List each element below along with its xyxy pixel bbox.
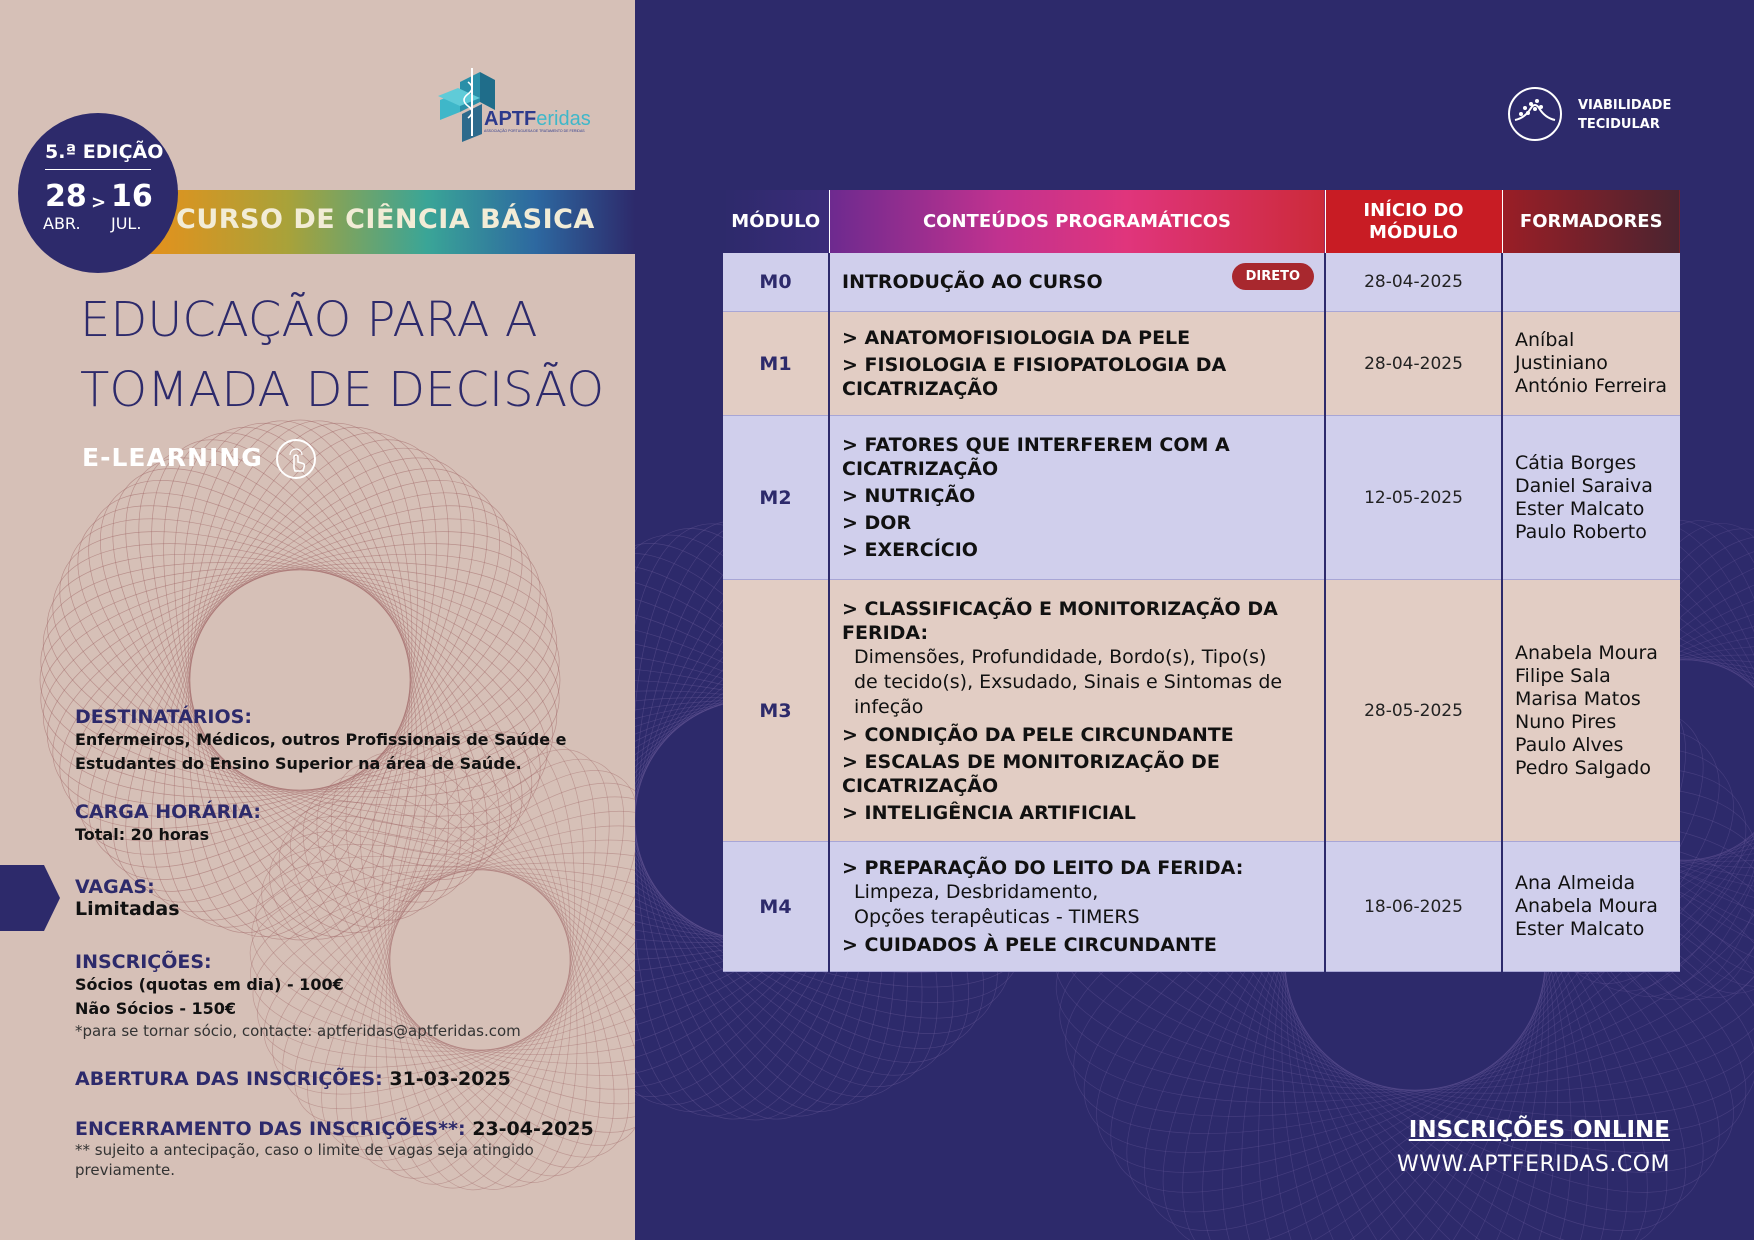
viability-line1: VIABILIDADE (1578, 98, 1672, 113)
trainer-name: Paulo Alves (1515, 733, 1624, 756)
registration-label: INSCRIÇÕES: (75, 951, 212, 973)
module-start-date: 18-06-2025 (1325, 842, 1502, 972)
content-item-title: > ESCALAS DE MONITORIZAÇÃO DE (842, 750, 1220, 773)
trainer-name: Ana Almeida (1515, 872, 1636, 894)
closing-date: 23-04-2025 (472, 1118, 594, 1140)
content-item (842, 801, 1314, 825)
start-day: 28 (45, 179, 87, 214)
opening-section (75, 1068, 511, 1090)
module-trainers (1502, 312, 1680, 416)
online-registration-link[interactable]: INSCRIÇÕES ONLINE (1408, 1117, 1670, 1143)
badge-divider (45, 169, 151, 170)
places-value: Limitadas (75, 898, 180, 920)
start-month: ABR. (43, 214, 81, 233)
module-start-date: 28-04-2025 (1325, 312, 1502, 416)
header-contents: CONTEÚDOS PROGRAMÁTICOS (829, 190, 1325, 253)
course-band-title: CURSO DE CIÊNCIA BÁSICA (176, 204, 595, 235)
trainer-name: Cátia Borges (1515, 451, 1637, 474)
content-item-title: > EXERCÍCIO (842, 539, 978, 561)
table-row (723, 416, 1680, 580)
header-start-line2: MÓDULO (1369, 221, 1458, 243)
touch-icon (275, 438, 317, 480)
price-members: Sócios (quotas em dia) - 100€ (75, 975, 344, 994)
edition-label: 5.ª EDIÇÃO (45, 141, 164, 163)
trainer-name: Justiniano (1515, 352, 1608, 374)
trainer-name: Nuno Pires (1515, 710, 1617, 733)
module-trainers (1502, 416, 1680, 580)
module-trainers (1502, 580, 1680, 842)
table-row (723, 842, 1680, 972)
tissue-viability-label (1578, 96, 1671, 134)
content-item: INTRODUÇÃO AO CURSO (842, 271, 1103, 293)
date-arrow: > (91, 192, 107, 213)
content-item (842, 933, 1314, 957)
arrow-tab-decoration (0, 865, 60, 931)
table-header-row (723, 190, 1680, 253)
module-code: M2 (723, 416, 829, 580)
content-item-detail: Limpeza, Desbridamento, (854, 881, 1099, 903)
live-badge: DIRETO (1232, 263, 1314, 290)
course-title-line1: EDUCAÇÃO PARA A (80, 292, 538, 348)
course-title-line2: TOMADA DE DECISÃO (80, 362, 605, 418)
content-item (842, 433, 1314, 481)
registration-section (75, 951, 521, 1041)
content-item (842, 511, 1314, 535)
trainer-name: António Ferreira (1515, 375, 1667, 397)
recipients-line1: Enfermeiros, Médicos, outros Profissionais de Saúde e (75, 730, 567, 749)
content-item (842, 484, 1314, 508)
opening-date: 31-03-2025 (389, 1068, 511, 1090)
closing-label: ENCERRAMENTO DAS INSCRIÇÕES**: (75, 1118, 466, 1140)
module-start-date: 12-05-2025 (1325, 416, 1502, 580)
content-item (842, 353, 1314, 401)
closing-note-line2: previamente. (75, 1161, 176, 1179)
content-item-detail: Dimensões, Profundidade, Bordo(s), Tipo(s) (854, 645, 1267, 668)
content-item-title-cont: CICATRIZAÇÃO (842, 458, 999, 480)
module-code: M4 (723, 842, 829, 972)
trainer-name: Anabela Moura (1515, 641, 1658, 664)
program-table (723, 190, 1680, 972)
recipients-line2: Estudantes do Ensino Superior na área de Saúde. (75, 754, 522, 773)
end-day: 16 (111, 179, 153, 214)
header-start-line1: INÍCIO DO (1363, 199, 1464, 221)
content-item-title: > DOR (842, 512, 912, 534)
trainer-name: Aníbal (1515, 329, 1575, 351)
content-item-title: > CONDIÇÃO DA PELE CIRCUNDANTE (842, 723, 1234, 746)
content-item-detail: infeção (854, 695, 924, 718)
trainer-name: Filipe Sala (1515, 664, 1611, 687)
content-item-title: > FATORES QUE INTERFEREM COM A (842, 434, 1230, 456)
content-item-title-cont: FERIDA: (842, 621, 929, 644)
content-item-detail: Opções terapêuticas - TIMERS (854, 906, 1140, 928)
content-item-title: > INTELIGÊNCIA ARTIFICIAL (842, 801, 1136, 824)
module-trainers (1502, 842, 1680, 972)
module-trainers (1502, 253, 1680, 312)
content-item (842, 750, 1314, 798)
module-start-date: 28-05-2025 (1325, 580, 1502, 842)
opening-label: ABERTURA DAS INSCRIÇÕES: (75, 1068, 383, 1090)
module-start-date: 28-04-2025 (1325, 253, 1502, 312)
content-item (842, 326, 1314, 350)
hours-label: CARGA HORÁRIA: (75, 801, 261, 823)
places-label: VAGAS: (75, 876, 155, 898)
hours-value: Total: 20 horas (75, 825, 210, 844)
header-start (1325, 190, 1502, 253)
content-item-title-cont: CICATRIZAÇÃO (842, 378, 999, 400)
module-code: M1 (723, 312, 829, 416)
closing-note-line1: ** sujeito a antecipação, caso o limite de vagas seja atingido (75, 1141, 534, 1159)
edition-badge (18, 113, 178, 273)
course-mode: E-LEARNING (82, 443, 263, 472)
tissue-viability-icon (1507, 86, 1563, 142)
content-item (842, 856, 1314, 930)
hours-section (75, 801, 261, 847)
member-note: *para se tornar sócio, contacte: aptferidas@aptferidas.com (75, 1022, 521, 1040)
table-row (723, 312, 1680, 416)
content-item-title: > ANATOMOFISIOLOGIA DA PELE (842, 327, 1191, 349)
website-url[interactable]: WWW.APTFERIDAS.COM (1396, 1152, 1670, 1177)
content-item-title-cont: CICATRIZAÇÃO (842, 774, 999, 797)
module-code: M3 (723, 580, 829, 842)
trainer-name: Ester Malcato (1515, 918, 1645, 940)
trainer-name: Marisa Matos (1515, 687, 1641, 710)
trainer-name: Daniel Saraiva (1515, 474, 1653, 497)
table-row (723, 253, 1680, 312)
content-item-detail: de tecido(s), Exsudado, Sinais e Sintomas de (854, 670, 1283, 693)
content-item (842, 723, 1314, 747)
content-item (842, 597, 1314, 720)
price-non-members: Não Sócios - 150€ (75, 999, 237, 1018)
recipients-section (75, 706, 567, 776)
places-section (75, 876, 180, 920)
content-item (842, 538, 1314, 562)
closing-section (75, 1118, 594, 1180)
module-contents (829, 253, 1325, 312)
trainer-name: Pedro Salgado (1515, 756, 1651, 779)
logo-subtitle: ASSOCIAÇÃO PORTUGUESA DE TRATAMENTO DE FERIDAS (484, 129, 585, 133)
module-code: M0 (723, 253, 829, 312)
end-month: JUL. (111, 214, 142, 233)
logo-wordmark: APTFeridas (484, 108, 591, 130)
module-contents (829, 416, 1325, 580)
table-row (723, 580, 1680, 842)
trainer-name: Paulo Roberto (1515, 520, 1647, 543)
header-trainers: FORMADORES (1502, 190, 1680, 253)
module-contents (829, 580, 1325, 842)
content-item-title: > CUIDADOS À PELE CIRCUNDANTE (842, 934, 1217, 956)
content-item-title: > NUTRIÇÃO (842, 485, 976, 507)
content-item-title: > PREPARAÇÃO DO LEITO DA FERIDA: (842, 857, 1244, 879)
viability-line2: TECIDULAR (1578, 117, 1660, 132)
trainer-name: Ester Malcato (1515, 497, 1645, 520)
content-item-title: > FISIOLOGIA E FISIOPATOLOGIA DA (842, 354, 1227, 376)
content-item-title: > CLASSIFICAÇÃO E MONITORIZAÇÃO DA (842, 597, 1278, 620)
recipients-label: DESTINATÁRIOS: (75, 706, 252, 728)
module-contents (829, 312, 1325, 416)
course-title (80, 285, 604, 425)
header-module: MÓDULO (723, 190, 829, 253)
trainer-name: Anabela Moura (1515, 895, 1658, 917)
module-contents (829, 842, 1325, 972)
